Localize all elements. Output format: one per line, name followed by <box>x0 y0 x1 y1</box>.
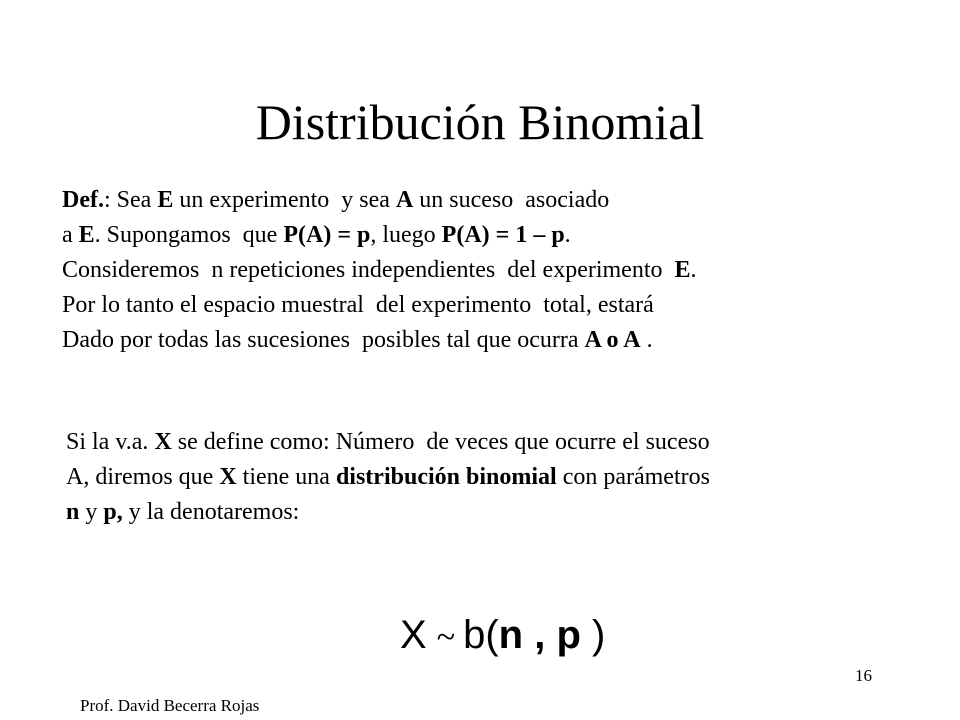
formula-function: b( <box>463 613 499 657</box>
text-run: y <box>79 499 104 525</box>
bold-run: E <box>674 257 691 283</box>
bold-run: n <box>66 499 80 525</box>
formula-tilde: ~ <box>436 619 456 656</box>
bold-run: P(A) = p <box>283 222 371 248</box>
formula-variable: X <box>400 613 427 657</box>
definition-paragraph <box>62 183 697 358</box>
text-run: tiene una <box>236 464 336 490</box>
formula-param-p: p <box>556 613 581 657</box>
text-run: Dado por todas las sucesiones posibles tal que ocurra <box>62 327 585 353</box>
text-run: . <box>564 222 571 248</box>
bold-run: Def. <box>62 187 104 213</box>
text-run: con parámetros <box>556 464 710 490</box>
formula-comma: , <box>523 613 557 657</box>
formula-param-n: n <box>498 613 524 657</box>
bold-run: A <box>395 187 414 213</box>
bold-run: p, <box>103 499 123 525</box>
text-run: : Sea <box>103 187 158 213</box>
text-run: Si la v.a. <box>66 429 155 455</box>
text-line <box>66 460 710 495</box>
bold-run: X <box>154 429 172 455</box>
bold-run: E <box>157 187 174 213</box>
formula-close: ) <box>580 613 606 657</box>
text-run: . Supongamos que <box>94 222 284 248</box>
text-run: a <box>62 222 79 248</box>
text-run: , luego <box>370 222 442 248</box>
text-line <box>66 425 710 460</box>
text-line <box>62 183 697 218</box>
text-run: un suceso asociado <box>413 187 610 213</box>
text-line <box>66 495 710 530</box>
bold-run: E <box>78 222 95 248</box>
text-run: . <box>640 327 653 353</box>
author-footer: Prof. David Becerra Rojas <box>80 696 260 715</box>
text-run: A, diremos que <box>66 464 220 490</box>
text-line <box>62 218 697 253</box>
slide-title: Distribución Binomial <box>255 94 705 150</box>
binomial-notation <box>400 610 605 663</box>
bold-run: A o A <box>584 327 641 353</box>
text-run: se define como: Número de veces que ocurre el suceso <box>171 429 710 455</box>
text-run: . <box>690 257 697 283</box>
bold-run: X <box>219 464 237 490</box>
text-line <box>62 323 697 358</box>
page-number: 16 <box>855 666 872 685</box>
text-run: Por lo tanto el espacio muestral del experimento total, estará <box>62 292 654 318</box>
text-line <box>62 253 697 288</box>
text-run: un experimento y sea <box>173 187 396 213</box>
bold-run: P(A) = 1 – p <box>441 222 565 248</box>
random-variable-paragraph <box>66 425 710 530</box>
text-run: Consideremos n repeticiones independientes del experimento <box>62 257 675 283</box>
bold-run: distribución binomial <box>335 464 557 490</box>
text-run: y la denotaremos: <box>122 499 300 525</box>
text-line <box>62 288 697 323</box>
